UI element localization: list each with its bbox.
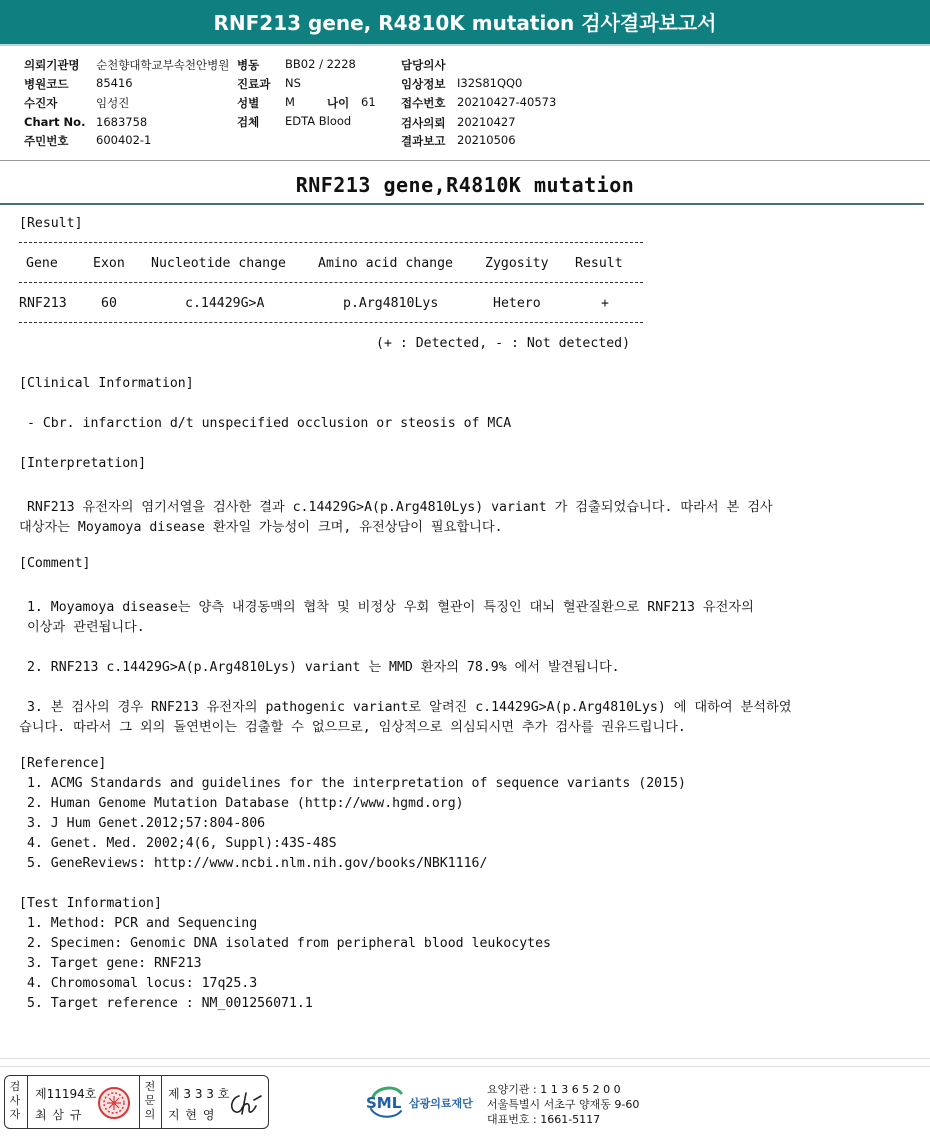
table-rule-mid <box>19 282 643 283</box>
cell-gene: RNF213 <box>19 296 67 311</box>
title-divider <box>0 203 924 205</box>
result-heading: [Result] <box>19 216 83 231</box>
value-ward: BB02 / 2228 <box>285 57 356 71</box>
divider <box>0 160 930 161</box>
comment-1-line-2: 이상과 관련됩니다. <box>19 620 145 635</box>
stamp-seal-icon <box>97 1086 131 1120</box>
test-info-item: 1. Method: PCR and Sequencing <box>19 916 258 931</box>
label-patient: 수진자 <box>24 96 58 110</box>
label-doctor: 담당의사 <box>401 58 446 72</box>
label-ward: 병동 <box>237 58 260 72</box>
label-id-no: 주민번호 <box>24 134 69 148</box>
footer-divider <box>0 1058 930 1059</box>
examiner-name: 최 삼 규 <box>35 1108 83 1122</box>
label-department: 진료과 <box>237 77 271 91</box>
footer-divider <box>0 1066 930 1067</box>
value-id-no: 600402-1 <box>96 133 152 147</box>
label-hospital-code: 병원코드 <box>24 77 69 91</box>
reference-item: 4. Genet. Med. 2002;4(6, Suppl):43S-48S <box>19 836 337 851</box>
col-exon: Exon <box>93 256 125 271</box>
reference-item: 5. GeneReviews: http://www.ncbi.nlm.nih.gov/books/NBK1116/ <box>19 856 488 871</box>
value-hospital-code: 85416 <box>96 76 133 90</box>
sml-logo-icon <box>365 1081 407 1123</box>
col-gene: Gene <box>26 256 58 271</box>
result-legend: (+ : Detected, - : Not detected) <box>376 336 631 351</box>
test-info-item: 5. Target reference : NM_001256071.1 <box>19 996 313 1011</box>
value-institution: 순천향대학교부속천안병원 <box>96 58 230 72</box>
value-requested: 20210427 <box>457 115 516 129</box>
test-info-item: 4. Chromosomal locus: 17q25.3 <box>19 976 258 991</box>
examiner-license-no: 제11194호 <box>35 1087 97 1101</box>
value-sex: M <box>285 95 295 109</box>
value-reported: 20210506 <box>457 133 516 147</box>
col-zygosity: Zygosity <box>485 256 549 271</box>
specialist-name: 지 현 영 <box>168 1108 216 1122</box>
cell-result: + <box>601 296 609 311</box>
label-chart-no: Chart No. <box>24 115 86 129</box>
reference-heading: [Reference] <box>19 756 107 771</box>
col-nucleotide: Nucleotide change <box>151 256 286 271</box>
label-reported: 결과보고 <box>401 134 446 148</box>
value-chart-no: 1683758 <box>96 115 148 129</box>
test-info-heading: [Test Information] <box>19 896 162 911</box>
report-header <box>0 0 930 46</box>
clinical-text: - Cbr. infarction d/t unspecified occlusion or steosis of MCA <box>19 416 512 431</box>
comment-3-line-2: 습니다. 따라서 그 외의 돌연변이는 검출할 수 없으므로, 임상적으로 의심되시면 추가 검사를 권유드립니다. <box>19 720 686 735</box>
clinical-heading: [Clinical Information] <box>19 376 194 391</box>
interpretation-heading: [Interpretation] <box>19 456 147 471</box>
cell-exon: 60 <box>101 296 117 311</box>
value-specimen: EDTA Blood <box>285 114 352 128</box>
cell-amino-acid: p.Arg4810Lys <box>343 296 439 311</box>
specialist-label: 전 문 의 <box>144 1080 156 1121</box>
test-info-item: 2. Specimen: Genomic DNA isolated from peripheral blood leukocytes <box>19 936 551 951</box>
comment-3-line-1: 3. 본 검사의 경우 RNF213 유전자의 pathogenic variant로 알려진 c.14429G>A(p.Arg4810Lys) 에 대하여 분석하였 <box>19 700 792 715</box>
interpretation-line-2: 대상자는 Moyamoya disease 환자일 가능성이 크며, 유전상담이 필요합니다. <box>19 520 503 535</box>
signature-icon <box>227 1090 265 1118</box>
label-age: 나이 <box>327 96 350 110</box>
signature-box <box>4 1075 269 1129</box>
value-clinical-info: I32S81QQ0 <box>457 76 523 90</box>
label-requested: 검사의뢰 <box>401 116 446 130</box>
specialist-license-no: 제 3 3 3 호 <box>168 1087 230 1101</box>
report-title: RNF213 gene, R4810K mutation 검사결과보고서 <box>213 11 717 35</box>
patient-info-block <box>0 54 930 158</box>
table-rule-top <box>19 242 643 243</box>
table-rule-bottom <box>19 322 643 323</box>
sml-logo-text: SML <box>366 1094 402 1112</box>
reference-item: 3. J Hum Genet.2012;57:804-806 <box>19 816 266 831</box>
col-amino-acid: Amino acid change <box>318 256 453 271</box>
value-receipt-no: 20210427-40573 <box>457 95 557 109</box>
org-contact <box>487 1082 639 1127</box>
value-patient: 임성진 <box>96 96 130 110</box>
cell-nucleotide: c.14429G>A <box>185 296 265 311</box>
comment-1-line-1: 1. Moyamoya disease는 양측 내경동맥의 협착 및 비정상 우회 혈관이 특징인 대뇌 혈관질환으로 RNF213 유전자의 <box>19 600 754 615</box>
document-title: RNF213 gene,R4810K mutation <box>295 173 635 197</box>
org-code: 요양기관 : 1 1 3 6 5 2 0 0 <box>487 1083 621 1096</box>
value-department: NS <box>285 76 301 90</box>
label-receipt-no: 접수번호 <box>401 96 446 110</box>
examiner-label: 검 사 자 <box>9 1080 21 1121</box>
comment-heading: [Comment] <box>19 556 91 571</box>
col-result: Result <box>575 256 623 271</box>
org-address: 서울특별시 서초구 양재동 9-60 <box>487 1098 640 1111</box>
org-phone: 대표번호 : 1661-5117 <box>487 1113 601 1126</box>
label-specimen: 검체 <box>237 115 260 129</box>
test-info-item: 3. Target gene: RNF213 <box>19 956 202 971</box>
comment-2: 2. RNF213 c.14429G>A(p.Arg4810Lys) variant 는 MMD 환자의 78.9% 에서 발견됩니다. <box>19 660 620 675</box>
label-clinical-info: 임상정보 <box>401 77 446 91</box>
interpretation-line-1: RNF213 유전자의 염기서열을 검사한 결과 c.14429G>A(p.Arg4810Lys) variant 가 검출되었습니다. 따라서 본 검사 <box>19 500 773 515</box>
value-age: 61 <box>361 95 376 109</box>
reference-item: 1. ACMG Standards and guidelines for the interpretation of sequence variants (2015) <box>19 776 686 791</box>
org-name: 삼광의료재단 <box>409 1097 473 1110</box>
label-sex: 성별 <box>237 96 260 110</box>
cell-zygosity: Hetero <box>493 296 541 311</box>
reference-item: 2. Human Genome Mutation Database (http://www.hgmd.org) <box>19 796 464 811</box>
label-institution: 의뢰기관명 <box>24 58 80 72</box>
